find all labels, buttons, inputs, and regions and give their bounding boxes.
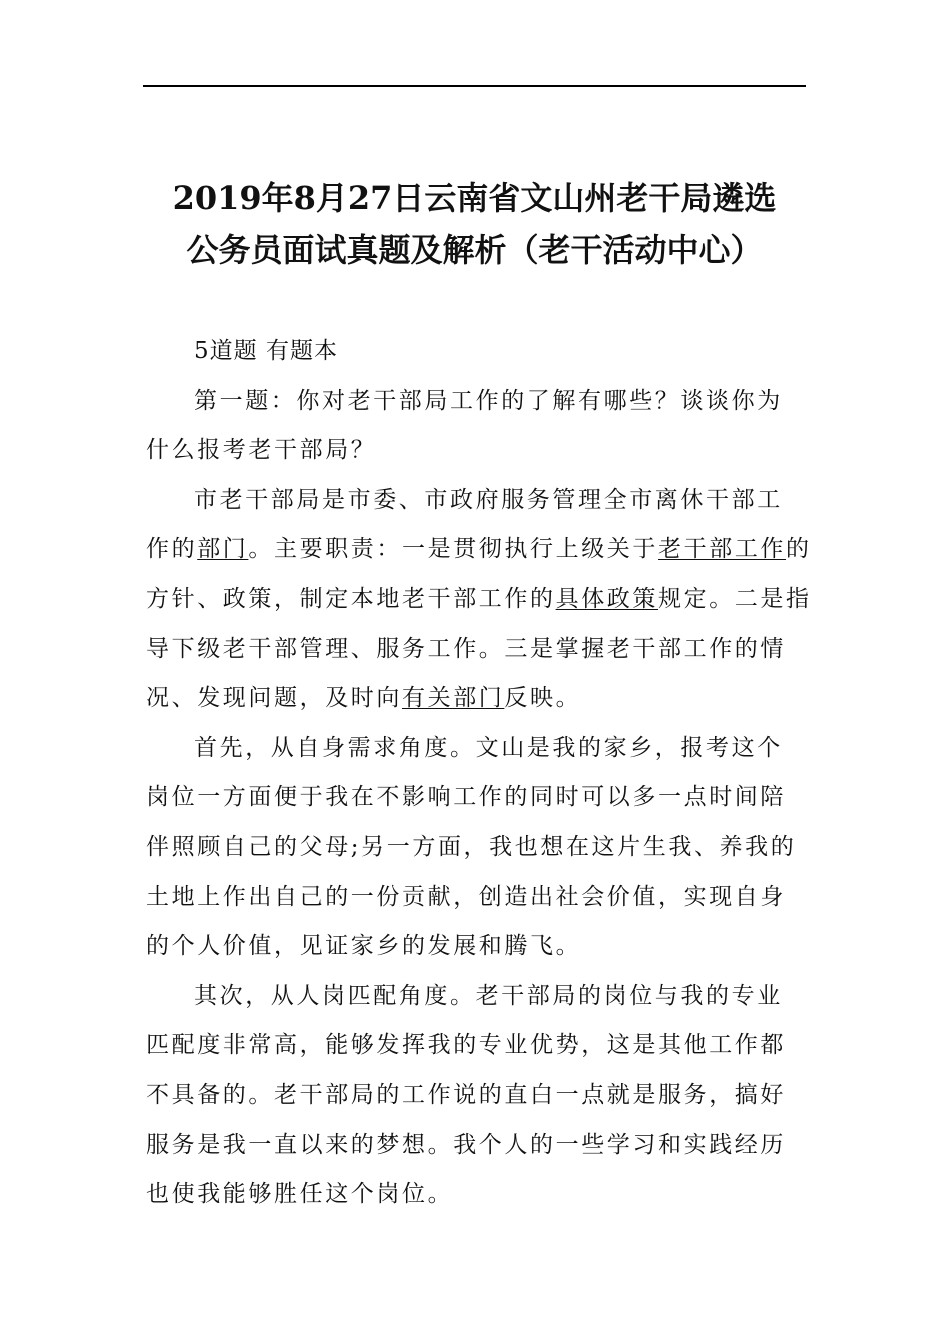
- text-run: 。主要职责：一是贯彻执行上级关于: [248, 536, 659, 563]
- paragraph-2-line-1: 首先，从自身需求角度。文山是我的家乡，报考这个: [194, 734, 783, 761]
- question-1: [146, 377, 808, 476]
- paragraph-1-line-4: 导下级老干部管理、服务工作。三是掌握老干部工作的情: [146, 635, 786, 662]
- link-department[interactable]: 部门: [197, 536, 249, 563]
- question-1-line-1: 第一题：你对老干部局工作的了解有哪些？谈谈你为: [194, 387, 783, 414]
- paragraph-1-line-5: [146, 674, 808, 724]
- paragraph-2-line-4: 土地上作出自己的一份贡献，创造出社会价值，实现自身: [146, 883, 786, 910]
- paragraph-3-line-1: 其次，从人岗匹配角度。老干部局的岗位与我的专业: [194, 982, 783, 1009]
- text-run: 作的: [146, 536, 198, 563]
- link-veteran-cadre-work[interactable]: 老干部工作: [658, 536, 787, 563]
- text-run: 反映。: [504, 685, 582, 712]
- title-line-1: 2019年8月27日云南省文山州老干局遴选: [172, 179, 777, 217]
- header-rule: [143, 85, 806, 87]
- title-line-2: 公务员面试真题及解析（老干活动中心）: [186, 231, 763, 269]
- paragraph-3-line-3: 不具备的。老干部局的工作说的直白一点就是服务，搞好: [146, 1081, 786, 1108]
- paragraph-2: [146, 724, 808, 972]
- paragraph-3-line-5: 也使我能够胜任这个岗位。: [146, 1181, 454, 1208]
- paragraph-1-line-3: [146, 575, 812, 625]
- paragraph-2-line-5: 的个人价值，见证家乡的发展和腾飞。: [146, 933, 582, 960]
- text-run: 的: [786, 536, 812, 563]
- paragraph-2-line-3: 伴照顾自己的父母;另一方面，我也想在这片生我、养我的: [146, 833, 797, 860]
- text-run: 况、发现问题，及时向: [146, 685, 402, 712]
- text-run: 规定。二是指: [658, 585, 812, 612]
- paragraph-3-line-4: 服务是我一直以来的梦想。我个人的一些学习和实践经历: [146, 1131, 786, 1158]
- paragraph-3: [146, 972, 808, 1220]
- link-relevant-departments[interactable]: 有关部门: [402, 685, 505, 712]
- link-specific-policy[interactable]: 具体政策: [555, 585, 659, 612]
- paragraph-2-line-2: 岗位一方面便于我在不影响工作的同时可以多一点时间陪: [146, 784, 786, 811]
- paragraph-1: [146, 476, 812, 724]
- paragraph-1-line-1: 市老干部局是市委、市政府服务管理全市离休干部工: [194, 486, 783, 513]
- paragraph-3-line-2: 匹配度非常高，能够发挥我的专业优势，这是其他工作都: [146, 1032, 786, 1059]
- document-title: [143, 172, 806, 276]
- document-body: [146, 327, 812, 1220]
- text-run: 方针、政策，制定本地老干部工作的: [146, 585, 556, 612]
- subtitle: 5道题 有题本: [194, 338, 338, 364]
- paragraph-1-line-2: [146, 525, 812, 575]
- question-1-line-2: 什么报考老干部局？: [146, 437, 377, 464]
